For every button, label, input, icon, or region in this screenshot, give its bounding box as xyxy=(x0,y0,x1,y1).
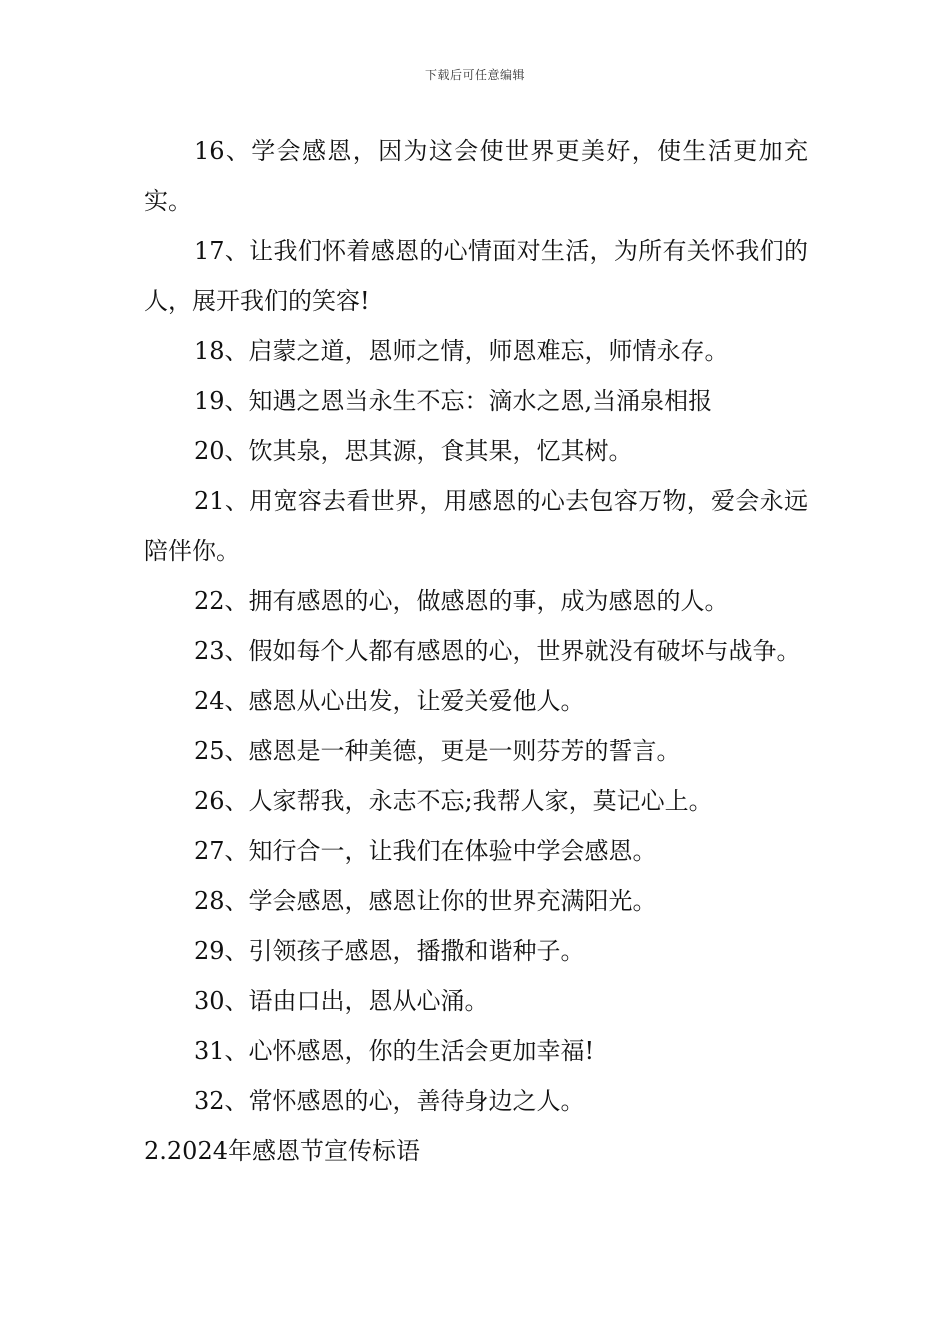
slogan-paragraph: 26、人家帮我，永志不忘;我帮人家，莫记心上。 xyxy=(194,787,713,815)
slogan-paragraph: 24、感恩从心出发，让爱关爱他人。 xyxy=(194,687,585,715)
slogan-paragraph: 23、假如每个人都有感恩的心，世界就没有破坏与战争。 xyxy=(194,637,801,665)
slogan-paragraph: 32、常怀感恩的心，善待身边之人。 xyxy=(194,1087,585,1115)
slogan-paragraph: 22、拥有感恩的心，做感恩的事，成为感恩的人。 xyxy=(194,587,729,615)
slogan-paragraph: 29、引领孩子感恩，播撒和谐种子。 xyxy=(194,937,585,965)
slogan-paragraph: 31、心怀感恩，你的生活会更加幸福! xyxy=(194,1037,595,1065)
slogan-paragraph: 17、让我们怀着感恩的心情面对生活，为所有关怀我们的人，展开我们的笑容! xyxy=(144,237,808,315)
slogan-paragraph: 27、知行合一，让我们在体验中学会感恩。 xyxy=(194,837,657,865)
section-heading: 2.2024年感恩节宣传标语 xyxy=(144,1137,420,1165)
page-header: 下载后可任意编辑 xyxy=(424,68,525,82)
slogan-paragraph: 21、用宽容去看世界，用感恩的心去包容万物，爱会永远陪伴你。 xyxy=(144,487,808,565)
slogan-paragraph: 16、学会感恩，因为这会使世界更美好，使生活更加充实。 xyxy=(144,137,808,215)
slogan-paragraph: 30、语由口出，恩从心涌。 xyxy=(194,987,489,1015)
slogan-paragraph: 25、感恩是一种美德，更是一则芬芳的誓言。 xyxy=(194,737,681,765)
slogan-paragraph: 19、知遇之恩当永生不忘：滴水之恩,当涌泉相报 xyxy=(194,387,713,415)
document-body xyxy=(144,126,808,1176)
slogan-paragraph: 28、学会感恩，感恩让你的世界充满阳光。 xyxy=(194,887,657,915)
slogan-paragraph: 20、饮其泉，思其源，食其果，忆其树。 xyxy=(194,437,633,465)
slogan-paragraph: 18、启蒙之道，恩师之情，师恩难忘，师情永存。 xyxy=(194,337,729,365)
